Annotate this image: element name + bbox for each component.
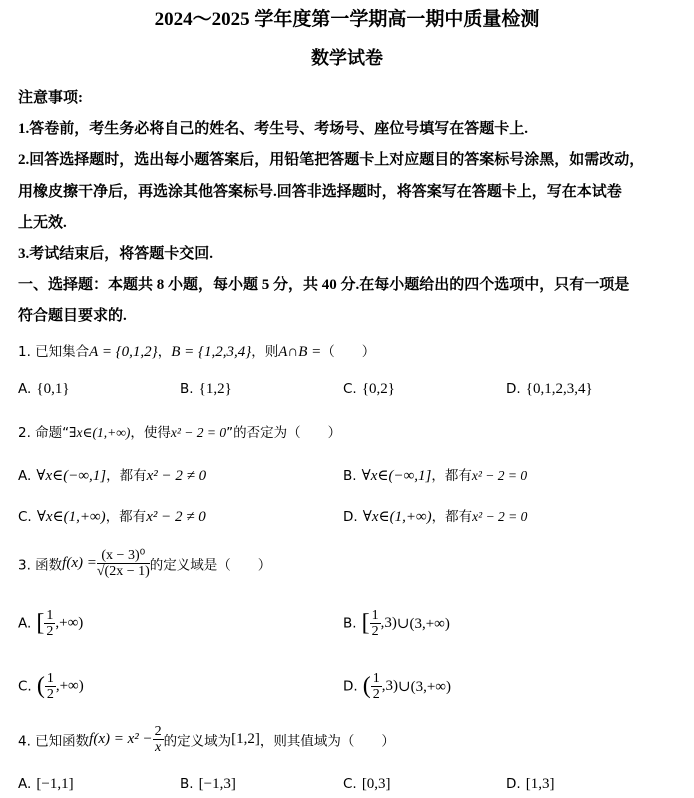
question-3-prefix: 3. 函数: [18, 557, 63, 574]
section-1-heading-line-2: 符合题目要求的.: [18, 308, 127, 324]
question-3-function: f(x) =: [62, 555, 97, 571]
question-1-separator: ，: [157, 344, 172, 360]
option-denominator: 2: [372, 687, 380, 702]
option-value: {0,1,2,3,4}: [525, 381, 593, 397]
question-2-suffix: ”的否定为（ ）: [226, 425, 342, 441]
question-2-option-c[interactable]: [18, 505, 206, 526]
option-denominator: 2: [46, 687, 54, 702]
question-1-option-a[interactable]: [18, 378, 70, 398]
question-4-numerator: 2: [154, 724, 162, 739]
question-4-fraction: [153, 724, 164, 755]
question-3-option-d[interactable]: [343, 671, 451, 702]
section-1-heading-line-1: 一、选择题：本题共 8 小题，每小题 5 分，共 40 分.在每小题给出的四个选项中，只有一项是: [18, 277, 630, 293]
option-fraction: [370, 608, 381, 639]
notice-heading: 注意事项:: [18, 90, 83, 106]
option-rest: ,+∞): [55, 678, 84, 694]
question-1-stem: [18, 340, 375, 361]
question-2-option-d[interactable]: [343, 505, 527, 526]
option-label: B.: [343, 468, 357, 484]
question-1-ask: ，则: [251, 344, 279, 360]
option-fraction: [45, 671, 56, 702]
option-label: A.: [18, 468, 32, 484]
option-label: C.: [18, 678, 32, 695]
option-tail: ∪(3,+∞): [396, 616, 450, 632]
option-label: D.: [343, 678, 358, 695]
option-rest: ,3): [380, 615, 397, 631]
question-1-expression: A∩B =: [278, 344, 322, 360]
option-relation: x² − 2 ≠ 0: [146, 468, 207, 484]
option-label: B.: [180, 776, 194, 792]
option-value: [−1,3]: [198, 776, 236, 792]
notice-item-1: 1.答卷前，考生务必将自己的姓名、考生号、考场号、座位号填写在答题卡上.: [18, 121, 529, 137]
option-rest: ,3): [381, 678, 399, 694]
option-relation: x² − 2 ≠ 0: [146, 509, 206, 525]
question-3-option-a[interactable]: [18, 608, 83, 639]
option-value: [0,3]: [361, 776, 391, 792]
question-4-option-a[interactable]: [18, 773, 74, 793]
question-1-set-b: B = {1,2,3,4}: [171, 344, 252, 360]
question-3-fraction: [97, 548, 150, 579]
option-left-bracket: [: [361, 610, 370, 636]
question-1-option-b[interactable]: [180, 378, 232, 398]
exam-title: 2024～2025 学年度第一学期高一期中质量检测: [154, 9, 540, 30]
option-label: D.: [506, 776, 521, 792]
option-relation: x² − 2 = 0: [471, 468, 528, 483]
question-4-stem: [18, 724, 395, 755]
option-label: A.: [18, 381, 32, 397]
notice-item-2-line-3: 上无效.: [18, 215, 67, 231]
option-value: [−1,1]: [36, 776, 74, 792]
option-numerator: 1: [46, 608, 54, 623]
question-3-denominator: √(2x − 1): [96, 564, 150, 579]
question-1-option-c[interactable]: [343, 378, 395, 398]
option-connector: ，都有: [106, 468, 147, 484]
question-3-numerator: (x − 3)⁰: [97, 548, 150, 564]
option-connector: ，都有: [431, 509, 473, 525]
option-relation: x² − 2 = 0: [472, 509, 528, 524]
option-rest: ,+∞): [55, 615, 84, 631]
exam-subtitle: 数学试卷: [311, 48, 383, 68]
option-label: B.: [343, 615, 357, 632]
question-3-stem: [18, 548, 271, 579]
question-3-suffix: 的定义域是（ ）: [149, 557, 272, 574]
option-left-bracket: [: [36, 610, 45, 636]
question-3-option-c[interactable]: [18, 671, 84, 702]
option-quantifier: ∀x∈(−∞,1]: [36, 468, 107, 484]
option-quantifier: ∀x∈(1,+∞): [36, 509, 106, 525]
option-denominator: 2: [46, 624, 54, 639]
question-2-equation: x² − 2 = 0: [170, 425, 227, 440]
question-4-mid: 的定义域为: [163, 733, 232, 750]
question-2-option-a[interactable]: [18, 464, 206, 485]
option-left-bracket: (: [36, 673, 45, 699]
option-value: {0,2}: [361, 381, 395, 397]
question-4-suffix: ，则其值域为（ ）: [259, 733, 395, 750]
question-2-proposition: ∃x∈(1,+∞): [69, 425, 131, 440]
notice-item-3: 3.考试结束后，将答题卡交回.: [18, 246, 214, 262]
question-4-domain: [1,2]: [231, 731, 260, 747]
option-label: A.: [18, 615, 32, 632]
notice-item-2-line-2: 用橡皮擦干净后，再选涂其他答案标号.回答非选择题时，将答案写在答题卡上，写在本试卷: [18, 184, 622, 200]
option-label: D.: [343, 509, 358, 525]
option-value: {1,2}: [198, 381, 232, 397]
option-denominator: 2: [371, 624, 379, 639]
question-4-denominator: x: [155, 740, 162, 755]
option-numerator: 1: [46, 671, 54, 686]
question-3-option-b[interactable]: [343, 608, 450, 639]
question-4-option-d[interactable]: [506, 773, 555, 793]
option-label: B.: [180, 381, 194, 397]
option-tail: ∪(3,+∞): [398, 679, 451, 695]
question-2-prefix: 2. 命题“: [18, 425, 70, 441]
question-4-option-c[interactable]: [343, 773, 391, 793]
option-numerator: 1: [372, 671, 380, 686]
option-left-bracket: (: [362, 673, 371, 699]
question-2-stem: [18, 421, 341, 441]
option-quantifier: ∀x∈(−∞,1]: [361, 468, 432, 484]
option-value: [1,3]: [525, 776, 555, 792]
question-1-prefix: 1. 已知集合: [18, 344, 90, 360]
question-4-function: f(x) = x² −: [89, 731, 153, 747]
option-label: C.: [18, 509, 32, 525]
notice-item-2-line-1: 2.回答选择题时，选出每小题答案后，用铅笔把答题卡上对应题目的答案标号涂黑，如需改动，: [18, 152, 645, 168]
question-2-option-b[interactable]: [343, 464, 527, 485]
question-1-blank: （ ）: [321, 344, 376, 360]
option-fraction: [44, 608, 55, 639]
option-label: C.: [343, 381, 357, 397]
question-4-prefix: 4. 已知函数: [18, 733, 90, 750]
option-value: {0,1}: [36, 381, 70, 397]
option-connector: ，都有: [105, 509, 147, 525]
option-connector: ，都有: [431, 468, 472, 484]
option-numerator: 1: [371, 608, 379, 623]
question-1-option-d[interactable]: [506, 378, 593, 398]
option-label: A.: [18, 776, 32, 792]
question-1-set-a: A = {0,1,2}: [89, 344, 158, 360]
question-2-mid: ，使得: [130, 425, 171, 441]
question-4-option-b[interactable]: [180, 773, 236, 793]
option-quantifier: ∀x∈(1,+∞): [362, 509, 432, 525]
option-fraction: [371, 671, 382, 702]
option-label: D.: [506, 381, 521, 397]
option-label: C.: [343, 776, 357, 792]
